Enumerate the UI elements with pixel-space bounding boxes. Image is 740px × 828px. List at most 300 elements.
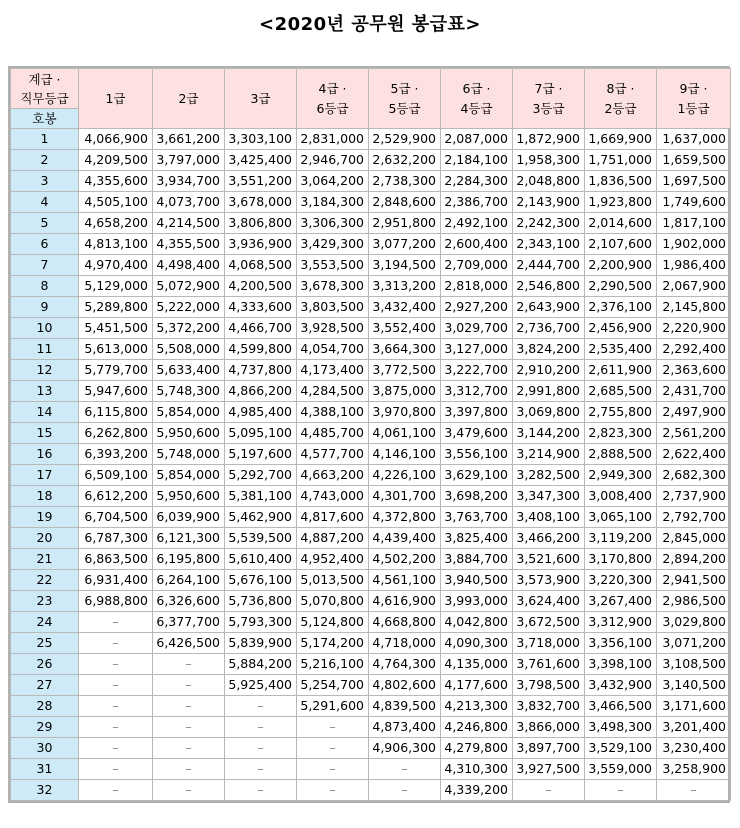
step-number-cell: 5 [11,213,79,234]
salary-cell: 3,313,200 [369,276,441,297]
table-row [11,213,731,234]
salary-cell: 3,556,100 [441,444,513,465]
salary-cell: 5,070,800 [297,591,369,612]
salary-cell: 2,292,400 [657,339,731,360]
salary-cell: 5,610,400 [225,549,297,570]
salary-cell: 4,813,100 [79,234,153,255]
salary-cell: 5,216,100 [297,654,369,675]
salary-cell: 3,071,200 [657,633,731,654]
salary-cell: 2,991,800 [513,381,585,402]
empty-salary-cell: – [153,759,225,780]
salary-cell: 2,290,500 [585,276,657,297]
salary-cell: 2,529,900 [369,129,441,150]
salary-cell: 4,498,400 [153,255,225,276]
step-number-cell: 23 [11,591,79,612]
salary-cell: 4,209,500 [79,150,153,171]
empty-salary-cell: – [225,717,297,738]
salary-cell: 4,355,500 [153,234,225,255]
salary-cell: 6,377,700 [153,612,225,633]
table-row [11,549,731,570]
salary-cell: 4,577,700 [297,444,369,465]
step-number-cell: 27 [11,675,79,696]
salary-cell: 6,326,600 [153,591,225,612]
table-row [11,465,731,486]
salary-cell: 4,887,200 [297,528,369,549]
salary-cell: 3,466,500 [585,696,657,717]
empty-salary-cell: – [225,780,297,801]
step-number-cell: 1 [11,129,79,150]
salary-cell: 2,685,500 [585,381,657,402]
salary-cell: 4,505,100 [79,192,153,213]
salary-cell: 3,698,200 [441,486,513,507]
salary-cell: 4,866,200 [225,381,297,402]
salary-cell: 2,561,200 [657,423,731,444]
salary-cell: 3,678,000 [225,192,297,213]
salary-cell: 5,613,000 [79,339,153,360]
salary-cell: 2,927,200 [441,297,513,318]
salary-cell: 6,988,800 [79,591,153,612]
empty-salary-cell: – [153,717,225,738]
salary-cell: 4,718,000 [369,633,441,654]
salary-cell: 3,306,300 [297,213,369,234]
salary-cell: 2,600,400 [441,234,513,255]
salary-cell: 4,042,800 [441,612,513,633]
table-row [11,654,731,675]
salary-cell: 3,559,000 [585,759,657,780]
salary-cell: 3,940,500 [441,570,513,591]
table-row [11,780,731,801]
empty-salary-cell: – [369,780,441,801]
salary-cell: 4,839,500 [369,696,441,717]
table-row [11,276,731,297]
table-row [11,192,731,213]
salary-cell: 1,751,000 [585,150,657,171]
salary-cell: 3,170,800 [585,549,657,570]
empty-salary-cell: – [297,759,369,780]
salary-cell: 2,145,800 [657,297,731,318]
empty-salary-cell: – [153,675,225,696]
step-number-cell: 13 [11,381,79,402]
salary-cell: 3,230,400 [657,738,731,759]
step-number-cell: 8 [11,276,79,297]
salary-cell: 4,952,400 [297,549,369,570]
salary-cell: 2,067,900 [657,276,731,297]
salary-cell: 2,014,600 [585,213,657,234]
salary-cell: 3,479,600 [441,423,513,444]
empty-salary-cell: – [79,738,153,759]
salary-cell: 3,772,500 [369,360,441,381]
salary-cell: 2,737,900 [657,486,731,507]
salary-cell: 5,381,100 [225,486,297,507]
table-row [11,717,731,738]
salary-cell: 5,072,900 [153,276,225,297]
salary-cell: 5,736,800 [225,591,297,612]
step-number-cell: 2 [11,150,79,171]
salary-cell: 5,950,600 [153,423,225,444]
salary-cell: 5,222,000 [153,297,225,318]
empty-salary-cell: – [153,696,225,717]
salary-cell: 2,242,300 [513,213,585,234]
salary-cell: 3,798,500 [513,675,585,696]
step-number-cell: 25 [11,633,79,654]
table-row [11,255,731,276]
salary-cell: 5,289,800 [79,297,153,318]
corner-line-3: 호봉 [11,108,78,128]
salary-cell: 3,432,400 [369,297,441,318]
table-row [11,339,731,360]
salary-cell: 3,222,700 [441,360,513,381]
column-header-grade-2: 2급 [153,69,225,129]
salary-cell: 1,836,500 [585,171,657,192]
salary-cell: 3,397,800 [441,402,513,423]
salary-cell: 3,573,900 [513,570,585,591]
table-row [11,759,731,780]
salary-cell: 4,372,800 [369,507,441,528]
salary-cell: 4,146,100 [369,444,441,465]
table-row [11,507,731,528]
table-row [11,486,731,507]
step-number-cell: 20 [11,528,79,549]
salary-cell: 4,226,100 [369,465,441,486]
salary-cell: 4,817,600 [297,507,369,528]
salary-cell: 4,284,500 [297,381,369,402]
salary-cell: 4,135,000 [441,654,513,675]
salary-cell: 3,356,100 [585,633,657,654]
salary-cell: 5,779,700 [79,360,153,381]
salary-cell: 2,444,700 [513,255,585,276]
salary-cell: 2,986,500 [657,591,731,612]
salary-cell: 4,173,400 [297,360,369,381]
salary-cell: 5,539,500 [225,528,297,549]
step-number-cell: 32 [11,780,79,801]
salary-cell: 5,925,400 [225,675,297,696]
salary-cell: 3,432,900 [585,675,657,696]
salary-cell: 3,678,300 [297,276,369,297]
salary-cell: 4,200,500 [225,276,297,297]
salary-cell: 2,611,900 [585,360,657,381]
empty-salary-cell: – [657,780,731,801]
salary-cell: 1,637,000 [657,129,731,150]
salary-cell: 6,787,300 [79,528,153,549]
step-number-cell: 6 [11,234,79,255]
table-row [11,633,731,654]
salary-cell: 6,931,400 [79,570,153,591]
salary-cell: 3,303,100 [225,129,297,150]
salary-cell: 2,431,700 [657,381,731,402]
salary-cell: 2,738,300 [369,171,441,192]
salary-cell: 6,039,900 [153,507,225,528]
salary-cell: 2,709,000 [441,255,513,276]
salary-cell: 3,824,200 [513,339,585,360]
step-number-cell: 7 [11,255,79,276]
salary-cell: 4,214,500 [153,213,225,234]
salary-cell: 2,946,700 [297,150,369,171]
step-number-cell: 24 [11,612,79,633]
salary-cell: 3,832,700 [513,696,585,717]
empty-salary-cell: – [225,696,297,717]
salary-cell: 1,986,400 [657,255,731,276]
salary-cell: 6,393,200 [79,444,153,465]
salary-cell: 3,258,900 [657,759,731,780]
step-number-cell: 14 [11,402,79,423]
salary-cell: 2,497,900 [657,402,731,423]
corner-header-cell [11,69,79,129]
salary-cell: 2,622,400 [657,444,731,465]
salary-cell: 5,633,400 [153,360,225,381]
salary-cell: 4,066,900 [79,129,153,150]
salary-cell: 2,888,500 [585,444,657,465]
salary-cell: 6,121,300 [153,528,225,549]
table-row [11,444,731,465]
column-header-grade-9: 9급 · 1등급 [657,69,731,129]
salary-cell: 2,949,300 [585,465,657,486]
salary-cell: 4,668,800 [369,612,441,633]
salary-cell: 3,553,500 [297,255,369,276]
salary-cell: 5,292,700 [225,465,297,486]
step-number-cell: 26 [11,654,79,675]
salary-cell: 6,426,500 [153,633,225,654]
salary-cell: 3,184,300 [297,192,369,213]
salary-cell: 4,970,400 [79,255,153,276]
step-number-cell: 31 [11,759,79,780]
salary-cell: 4,339,200 [441,780,513,801]
header-row [11,69,731,129]
salary-cell: 6,115,800 [79,402,153,423]
table-row [11,423,731,444]
salary-cell: 2,682,300 [657,465,731,486]
salary-cell: 3,408,100 [513,507,585,528]
step-number-cell: 3 [11,171,79,192]
salary-cell: 2,284,300 [441,171,513,192]
salary-cell: 3,928,500 [297,318,369,339]
empty-salary-cell: – [297,780,369,801]
salary-cell: 3,008,400 [585,486,657,507]
column-header-grade-5: 5급 · 5등급 [369,69,441,129]
salary-cell: 2,492,100 [441,213,513,234]
salary-cell: 3,806,800 [225,213,297,234]
salary-cell: 3,214,900 [513,444,585,465]
salary-cell: 6,509,100 [79,465,153,486]
salary-cell: 3,220,300 [585,570,657,591]
step-number-cell: 18 [11,486,79,507]
salary-table-body [11,129,731,801]
empty-salary-cell: – [79,696,153,717]
salary-cell: 5,839,900 [225,633,297,654]
salary-cell: 4,737,800 [225,360,297,381]
salary-cell: 3,466,200 [513,528,585,549]
salary-cell: 6,612,200 [79,486,153,507]
salary-cell: 6,863,500 [79,549,153,570]
salary-cell: 3,425,400 [225,150,297,171]
salary-cell: 2,736,700 [513,318,585,339]
salary-cell: 3,624,400 [513,591,585,612]
salary-cell: 4,599,800 [225,339,297,360]
step-number-cell: 21 [11,549,79,570]
salary-cell: 4,246,800 [441,717,513,738]
salary-cell: 4,090,300 [441,633,513,654]
salary-cell: 2,376,100 [585,297,657,318]
salary-cell: 4,068,500 [225,255,297,276]
salary-cell: 5,748,000 [153,444,225,465]
table-row [11,297,731,318]
salary-cell: 3,763,700 [441,507,513,528]
corner-line-1: 계급 · [28,72,61,87]
step-number-cell: 12 [11,360,79,381]
salary-cell: 5,291,600 [297,696,369,717]
column-header-grade-1: 1급 [79,69,153,129]
salary-cell: 4,177,600 [441,675,513,696]
salary-cell: 5,676,100 [225,570,297,591]
salary-cell: 2,755,800 [585,402,657,423]
salary-cell: 5,013,500 [297,570,369,591]
salary-cell: 2,343,100 [513,234,585,255]
salary-cell: 3,029,700 [441,318,513,339]
salary-cell: 4,743,000 [297,486,369,507]
salary-cell: 6,264,100 [153,570,225,591]
column-header-grade-3: 3급 [225,69,297,129]
salary-cell: 2,087,000 [441,129,513,150]
salary-cell: 3,718,000 [513,633,585,654]
table-row [11,696,731,717]
salary-cell: 3,144,200 [513,423,585,444]
salary-cell: 2,910,200 [513,360,585,381]
salary-cell: 4,616,900 [369,591,441,612]
table-row [11,150,731,171]
salary-cell: 1,669,900 [585,129,657,150]
corner-line-2: 직무등급 [20,91,69,106]
salary-cell: 5,129,000 [79,276,153,297]
salary-cell: 3,551,200 [225,171,297,192]
empty-salary-cell: – [297,717,369,738]
step-number-cell: 15 [11,423,79,444]
salary-cell: 3,312,900 [585,612,657,633]
empty-salary-cell: – [79,633,153,654]
empty-salary-cell: – [153,780,225,801]
salary-table [10,68,731,801]
table-row [11,171,731,192]
salary-cell: 3,127,000 [441,339,513,360]
step-number-cell: 9 [11,297,79,318]
salary-cell: 2,848,600 [369,192,441,213]
salary-cell: 6,262,800 [79,423,153,444]
salary-cell: 4,310,300 [441,759,513,780]
salary-cell: 2,456,900 [585,318,657,339]
empty-salary-cell: – [79,780,153,801]
salary-cell: 3,875,000 [369,381,441,402]
empty-salary-cell: – [153,738,225,759]
page-title: <2020년 공무원 봉급표> [258,14,481,35]
salary-cell: 3,672,500 [513,612,585,633]
salary-cell: 3,552,400 [369,318,441,339]
salary-cell: 3,797,000 [153,150,225,171]
salary-cell: 5,793,300 [225,612,297,633]
salary-cell: 5,884,200 [225,654,297,675]
salary-cell: 5,451,500 [79,318,153,339]
salary-cell: 3,069,800 [513,402,585,423]
salary-cell: 3,347,300 [513,486,585,507]
salary-cell: 3,629,100 [441,465,513,486]
salary-cell: 3,927,500 [513,759,585,780]
table-row [11,528,731,549]
step-number-cell: 30 [11,738,79,759]
salary-cell: 3,934,700 [153,171,225,192]
salary-cell: 1,902,000 [657,234,731,255]
column-header-grade-6: 6급 · 4등급 [441,69,513,129]
salary-cell: 2,386,700 [441,192,513,213]
empty-salary-cell: – [79,759,153,780]
empty-salary-cell: – [153,654,225,675]
salary-cell: 3,825,400 [441,528,513,549]
table-row [11,234,731,255]
salary-cell: 2,546,800 [513,276,585,297]
salary-cell: 3,498,300 [585,717,657,738]
salary-cell: 2,143,900 [513,192,585,213]
empty-salary-cell: – [513,780,585,801]
salary-cell: 2,894,200 [657,549,731,570]
salary-cell: 2,363,600 [657,360,731,381]
salary-cell: 4,388,100 [297,402,369,423]
salary-cell: 4,561,100 [369,570,441,591]
salary-cell: 4,466,700 [225,318,297,339]
empty-salary-cell: – [585,780,657,801]
empty-salary-cell: – [79,675,153,696]
salary-cell: 3,140,500 [657,675,731,696]
table-row [11,738,731,759]
salary-cell: 4,073,700 [153,192,225,213]
table-row [11,129,731,150]
salary-cell: 2,643,900 [513,297,585,318]
table-row [11,360,731,381]
salary-cell: 4,279,800 [441,738,513,759]
salary-cell: 3,529,100 [585,738,657,759]
salary-cell: 2,951,800 [369,213,441,234]
salary-cell: 5,854,000 [153,402,225,423]
column-header-grade-7: 7급 · 3등급 [513,69,585,129]
column-header-grade-4: 4급 · 6등급 [297,69,369,129]
salary-cell: 3,194,500 [369,255,441,276]
salary-cell: 5,462,900 [225,507,297,528]
salary-cell: 2,818,000 [441,276,513,297]
table-row [11,612,731,633]
step-number-cell: 22 [11,570,79,591]
salary-cell: 4,663,200 [297,465,369,486]
salary-cell: 3,521,600 [513,549,585,570]
salary-cell: 3,312,700 [441,381,513,402]
salary-cell: 4,213,300 [441,696,513,717]
salary-cell: 4,658,200 [79,213,153,234]
salary-cell: 3,884,700 [441,549,513,570]
salary-cell: 4,485,700 [297,423,369,444]
salary-cell: 3,119,200 [585,528,657,549]
salary-cell: 3,664,300 [369,339,441,360]
salary-cell: 4,333,600 [225,297,297,318]
salary-cell: 3,077,200 [369,234,441,255]
salary-cell: 4,764,300 [369,654,441,675]
salary-cell: 3,282,500 [513,465,585,486]
salary-cell: 5,372,200 [153,318,225,339]
salary-cell: 3,661,200 [153,129,225,150]
salary-cell: 5,095,100 [225,423,297,444]
salary-cell: 4,301,700 [369,486,441,507]
empty-salary-cell: – [297,738,369,759]
salary-cell: 4,985,400 [225,402,297,423]
salary-cell: 4,054,700 [297,339,369,360]
salary-table-frame [8,66,730,803]
salary-cell: 1,872,900 [513,129,585,150]
salary-cell: 3,108,500 [657,654,731,675]
salary-cell: 3,429,300 [297,234,369,255]
salary-cell: 5,254,700 [297,675,369,696]
